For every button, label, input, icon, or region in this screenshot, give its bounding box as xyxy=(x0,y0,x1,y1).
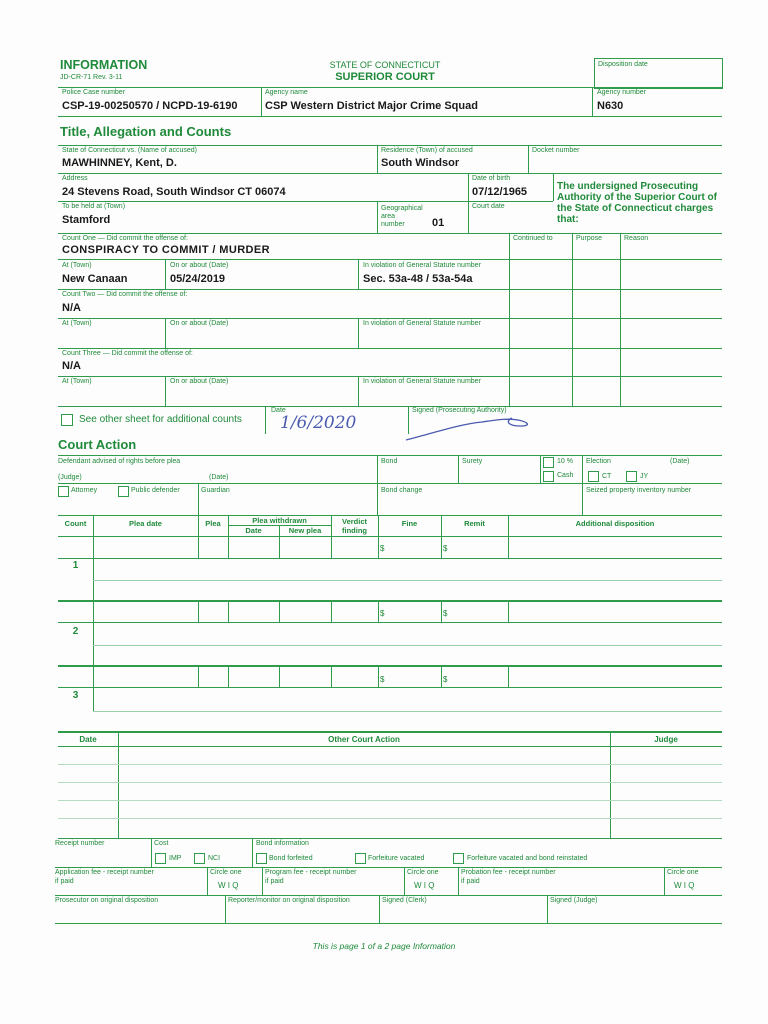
agency-number-label: Agency number xyxy=(597,89,647,96)
app-fee-circle-one: Circle one xyxy=(210,869,242,876)
reason-label: Reason xyxy=(624,235,649,242)
count-two-label: Count Two — Did commit the offense of: xyxy=(62,291,188,298)
prosecutor-signature xyxy=(400,410,540,446)
geo-area-label-1: Geographical xyxy=(381,205,423,212)
advised-label: Defendant advised of rights before plea xyxy=(58,458,181,465)
new-plea-header: New plea xyxy=(288,526,322,535)
app-fee-label: Application fee - receipt number xyxy=(55,869,154,876)
public-defender-label: Public defender xyxy=(131,487,180,494)
fine-dollar-3: $ xyxy=(380,675,385,684)
agency-name-value: CSP Western District Major Crime Squad xyxy=(265,100,478,112)
police-case-value: CSP-19-00250570 / NCPD-19-6190 xyxy=(62,100,238,112)
count-one-date-label: On or about (Date) xyxy=(170,262,229,269)
address-value: 24 Stevens Road, South Windsor CT 06074 xyxy=(62,186,286,198)
program-fee-label: Program fee - receipt number xyxy=(265,869,357,876)
count-two-value: N/A xyxy=(62,302,81,314)
plea-col-header: Plea xyxy=(205,519,221,528)
seized-property-label: Seized property inventory number xyxy=(586,487,692,494)
court-date-label: Court date xyxy=(472,203,505,210)
attorney-label: Attorney xyxy=(71,487,98,494)
attorney-checkbox[interactable] xyxy=(58,486,69,497)
program-fee-circle-one: Circle one xyxy=(407,869,439,876)
purpose-label: Purpose xyxy=(576,235,603,242)
verdict-header: Verdict xyxy=(341,517,367,526)
count-one-date: 05/24/2019 xyxy=(170,273,226,285)
signed-prosecuting-label: Signed (Prosecuting Authority) xyxy=(412,407,507,414)
continued-to-label: Continued to xyxy=(513,235,553,242)
bond-change-label: Bond change xyxy=(381,487,423,494)
app-fee-wiq: W I Q xyxy=(218,881,239,890)
bond-forfeited-checkbox[interactable] xyxy=(256,853,267,864)
app-fee-if-paid: if paid xyxy=(55,878,74,885)
title-section-heading: Title, Allegation and Counts xyxy=(60,124,232,139)
plea-row-3-number: 3 xyxy=(72,690,79,701)
forfeiture-vacated-checkbox[interactable] xyxy=(355,853,366,864)
reporter-original-label: Reporter/monitor on original disposition xyxy=(228,897,350,904)
additional-counts-checkbox[interactable] xyxy=(61,414,73,426)
count-two-town-label: At (Town) xyxy=(62,320,92,327)
count-three-value: N/A xyxy=(62,360,81,372)
residence-value: South Windsor xyxy=(381,157,460,169)
geo-area-label-3: number xyxy=(381,221,405,228)
count-three-date-label: On or about (Date) xyxy=(170,378,229,385)
jy-checkbox[interactable] xyxy=(626,471,637,482)
finding-header: finding xyxy=(342,526,367,535)
disposition-date-label: Disposition date xyxy=(598,61,648,68)
count-one-label: Count One — Did commit the offense of: xyxy=(62,235,188,242)
count-one-town: New Canaan xyxy=(62,273,128,285)
advised-date-label: (Date) xyxy=(209,474,229,481)
imp-checkbox[interactable] xyxy=(155,853,166,864)
nci-checkbox[interactable] xyxy=(194,853,205,864)
count-one-town-label: At (Town) xyxy=(62,262,92,269)
count-three-town-label: At (Town) xyxy=(62,378,92,385)
agency-number-value: N630 xyxy=(597,100,624,112)
state-label: STATE OF CONNECTICUT xyxy=(329,60,441,70)
page-note: This is page 1 of a 2 page Information xyxy=(312,941,456,951)
other-action-date-header: Date xyxy=(79,735,97,744)
sign-date-value: 1/6/2020 xyxy=(280,413,357,433)
remit-header: Remit xyxy=(464,519,485,528)
sign-date-label: Date xyxy=(271,407,286,414)
other-court-action-header: Other Court Action xyxy=(328,735,400,744)
jy-label: JY xyxy=(640,473,649,480)
held-at-value: Stamford xyxy=(62,214,111,226)
count-one-value: CONSPIRACY TO COMMIT / MURDER xyxy=(62,244,270,256)
forfeiture-reinstated-label: Forfeiture vacated and bond reinstated xyxy=(467,855,588,862)
count-three-statute-label: In violation of General Statute number xyxy=(363,378,481,385)
prosecuting-authority-text: The undersigned Prosecuting Authority of the Superior Court of the State of Connecticut charges that: xyxy=(557,181,717,225)
ten-percent-checkbox[interactable] xyxy=(543,457,554,468)
bond-information-label: Bond information xyxy=(256,840,309,847)
fine-header: Fine xyxy=(401,519,418,528)
imp-label: IMP xyxy=(169,855,182,862)
count-two-date-label: On or about (Date) xyxy=(170,320,229,327)
probation-fee-if-paid: if paid xyxy=(461,878,480,885)
bond-label: Bond xyxy=(381,458,398,465)
probation-fee-label: Probation fee - receipt number xyxy=(461,869,556,876)
plea-row-1-number: 1 xyxy=(72,560,79,571)
additional-disposition-header: Additional disposition xyxy=(575,519,655,528)
other-action-judge-header: Judge xyxy=(654,735,678,744)
ten-percent-label: 10 % xyxy=(557,458,573,465)
dob-label: Date of birth xyxy=(472,175,511,182)
signed-clerk-label: Signed (Clerk) xyxy=(382,897,427,904)
court-action-heading: Court Action xyxy=(58,437,137,452)
probation-fee-circle-one: Circle one xyxy=(667,869,699,876)
count-one-statute-label: In violation of General Statute number xyxy=(363,262,481,269)
residence-label: Residence (Town) of accused xyxy=(381,147,473,154)
ct-label: CT xyxy=(602,473,612,480)
geo-area-value: 01 xyxy=(432,217,445,229)
program-fee-if-paid: if paid xyxy=(265,878,284,885)
agency-name-label: Agency name xyxy=(265,89,308,96)
nci-label: NCI xyxy=(208,855,221,862)
forfeiture-reinstated-checkbox[interactable] xyxy=(453,853,464,864)
additional-counts-label: See other sheet for additional counts xyxy=(79,414,242,425)
probation-fee-wiq: W I Q xyxy=(674,881,695,890)
signed-judge-label: Signed (Judge) xyxy=(550,897,598,904)
plea-date-col-header: Plea date xyxy=(129,519,162,528)
surety-label: Surety xyxy=(462,458,483,465)
remit-dollar-2: $ xyxy=(443,609,448,618)
fine-dollar-1: $ xyxy=(380,544,385,553)
accused-label: State of Connecticut vs. (Name of accused) xyxy=(62,147,198,154)
program-fee-wiq: W I Q xyxy=(414,881,435,890)
remit-dollar-1: $ xyxy=(443,544,448,553)
advised-judge-label: (Judge) xyxy=(58,474,82,481)
remit-dollar-3: $ xyxy=(443,675,448,684)
prosecutor-original-label: Prosecutor on original disposition xyxy=(55,897,159,904)
count-three-label: Count Three — Did commit the offense of: xyxy=(62,350,193,357)
count-one-statute: Sec. 53a-48 / 53a-54a xyxy=(363,273,473,285)
cost-label: Cost xyxy=(154,840,169,847)
accused-value: MAWHINNEY, Kent, D. xyxy=(62,157,177,169)
court-label: SUPERIOR COURT xyxy=(335,71,435,83)
held-at-label: To be held at (Town) xyxy=(62,203,126,210)
election-date-label: (Date) xyxy=(670,458,690,465)
geo-area-label-2: area xyxy=(381,213,396,220)
forfeiture-vacated-label: Forfeiture vacated xyxy=(368,855,425,862)
guardian-label: Guardian xyxy=(201,487,230,494)
cash-label: Cash xyxy=(557,472,574,479)
election-label: Election xyxy=(586,458,611,465)
dob-value: 07/12/1965 xyxy=(472,186,528,198)
docket-label: Docket number xyxy=(532,147,580,154)
form-number: JD-CR-71 Rev. 3-11 xyxy=(60,74,123,81)
receipt-number-label: Receipt number xyxy=(55,840,105,847)
police-case-label: Police Case number xyxy=(62,89,126,96)
cash-checkbox[interactable] xyxy=(543,471,554,482)
ct-checkbox[interactable] xyxy=(588,471,599,482)
count-two-statute-label: In violation of General Statute number xyxy=(363,320,481,327)
withdrawn-date-header: Date xyxy=(245,526,262,535)
plea-row-2-number: 2 xyxy=(72,626,79,637)
address-label: Address xyxy=(62,175,88,182)
bond-forfeited-label: Bond forfeited xyxy=(269,855,313,862)
count-col-header: Count xyxy=(64,519,87,528)
plea-withdrawn-header: Plea withdrawn xyxy=(252,516,307,525)
form-title: INFORMATION xyxy=(60,58,148,72)
fine-dollar-2: $ xyxy=(380,609,385,618)
public-defender-checkbox[interactable] xyxy=(118,486,129,497)
